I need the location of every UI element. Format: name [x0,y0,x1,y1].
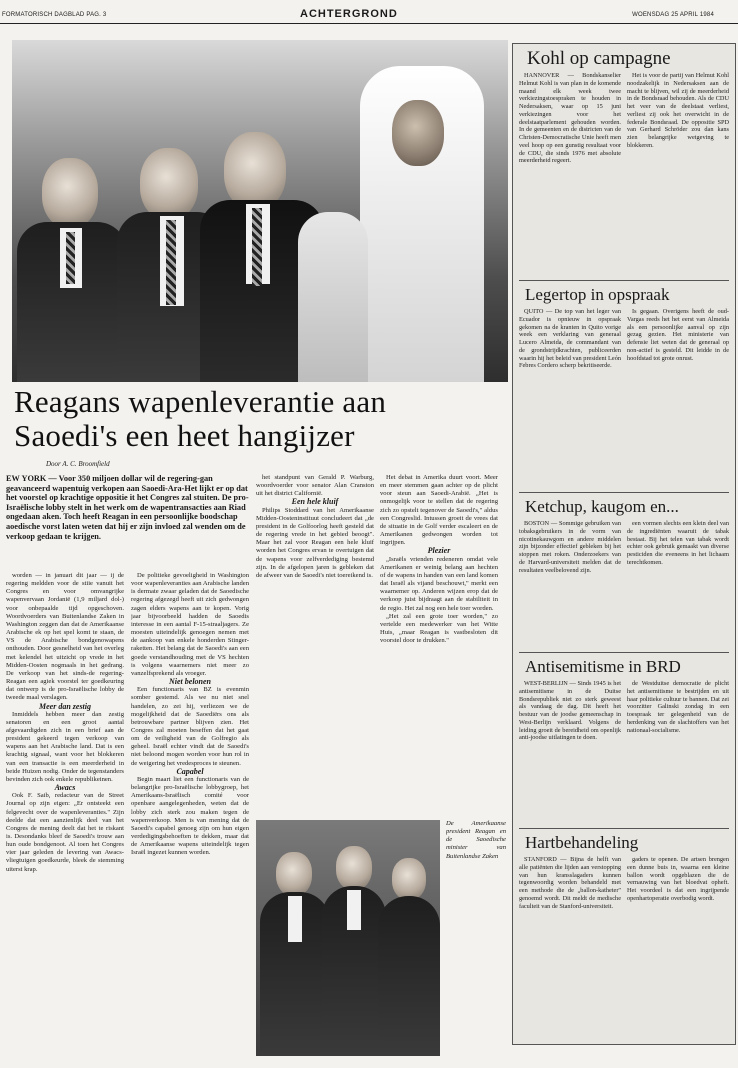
paragraph: worden — in januari dit jaar — ij de regering meldden voor de stiie vanuit het Congres en voor omvangrijke wapenvervaan Jordanië (1,9 miljard dol-) voor onbepaalde tijd opgeschoven. Woordvoerders van Buitenlandse Zaken in Washington zeggen dan dat de Amerikaanse Arabische ek op het spel komt te staan, de VS de Arabische bondgenowapens onthouden. Door gesnelheid van het overleg met kelendel het uitzicht op vrede in het Midden-Oosten nogmaals in het gedrang. De verkoop van het sinds-de regering-Reagan een agiek voorstel ter goedkeuring dat ontwerp is de pro-Israëlische lobby de tweede maal verslagen. [6,572,124,702]
subheading: Niet belonen [169,677,211,687]
brief-title-hartbehandeling: Hartbehandeling [525,833,639,852]
brief-body-kohl-2 [627,72,729,276]
main-photo [12,40,508,382]
paragraph: Het is voor de partij van Helmut Kohl noodzakelijk in Nedersaksen aan de macht te blijven, wil zij de meerderheid in de Bondsraad behouden. Als de CDU het veer van de deelstaat verliest, verliest zij ook het overwicht in de federale Bondsraad. De oppositie SPD van Gerhard Schröder zou dan kans zien belangrijke wetgeving te blokkeren. [627,72,729,149]
brief-title-antisemitisme: Antisemitisme in BRD [525,657,681,676]
brief-body-legertop-2 [627,308,729,488]
paragraph: STANFORD — Bijna de helft van alle patiënten die lijden aan verstopping van hun kransslagaders kunnen tegenwoordig worden behandeld met een methode die de „ballon-katheter" genoemd wordt. Dit meldt de medische faculteit van de Stanford-universiteit. [519,856,621,910]
brief-title-kohl: Kohl op campagne [527,48,671,69]
paragraph: Begin maart liet een functionaris van de belangrijke pro-Israëlische lobbygroep, het Amerikaans-Israëlisch comité voor openbare aangelegenheden, weten dat de lobby zich sterk zou maken tegen de wapenverkoop. Men is van mening dat de Saoedi's capabel genoeg zijn om hun eigen verdedigingsbehoeften te dekken, maar dat de Amerikaanse wapens uiteindelijk tegen Israël ingezet kunnen worden. [131,775,249,857]
brief-body-kohl-1 [519,72,621,276]
sidebar-divider [519,492,729,493]
photo-figure-head [392,100,444,166]
sidebar-divider [519,652,729,653]
paragraph: Ook F. Saib, redacteur van de Street Journal op zijn eigen: „Er ontsteekt een felgevecht over de wapenleveranties." Zijn deelde dat een aanzienlijk deel van het Congres de mening deelt dat het te riskant is. Desondanks bleef de Saoedi's trouw aan hun oude bondgenoot. Al toen het Congres vier jaar geleden de levering van Awacs-vliegtuigen goedkeurde, bleek de stemming uiterst krap. [6,792,124,873]
paragraph: Is gegaan. Overigens heeft de oud-Vargas reeds het het eerst van Almeida als een persoonlijke aanval op zijn gezag gezien. Het ministerie van defensie liet weten dat de generaal op non-actief is gesteld. Dit leidde in de hoofdstad tot grote onrust. [627,308,729,362]
section-title: ACHTERGROND [300,8,398,20]
article-column-2 [131,572,249,1050]
article-headline [14,385,506,453]
sidebar-divider [519,828,729,829]
article-column-4 [380,474,498,814]
subheading: Meer dan zestig [39,701,91,711]
brief-body-hartbehandeling-2 [627,856,729,1036]
issue-date: WOENSDAG 25 APRIL 1984 [632,12,714,18]
brief-title-ketchup: Ketchup, kaugom en... [525,497,679,516]
running-head-left: FORMATORISCH DAGBLAD PAG. 3 [2,12,107,18]
article-column-1 [6,572,124,1050]
headline-line-1: Reagans wapenleverantie aan [14,384,387,419]
paragraph: BOSTON — Sommige gebruiken van tobaksgebruikers in de vorm van nicotinekauwgom en andere middelen zijn bijzonder effectief gebleken bij het stoppen met roken. Onderzoekers van de Harvard-universiteit melden dat de resultaten veelbelovend zijn. [519,520,621,574]
sidebar-divider [519,280,729,281]
article-column-3 [256,474,374,814]
subheading: Capabel [176,766,204,776]
paragraph: „Israëls vrienden redeneren omdat vele Amerikanen er weinig belang aan hechten of de wapens in handen van een land komen dat Israël als vijand beschouwt," merkt een waarnemer op. Anderen wijzen erop dat de verkoop juist bijdraagt aan de stabiliteit in de regio. Het zal nog een hele toer worden. [380,555,498,612]
byline: Door A. C. Broomfield [46,460,110,468]
paragraph: HANNOVER — Bondskanselier Helmut Kohl is van plan in de komende maand elk week twee verkiezingstoespraken te houden in Nedersaksen, waar op 15 juni verkiezingen voor het deelstaatparlement gehouden worden. In de gemeenten en de districten van de Christen-Democratische Unie heeft men veel hoop op een gunstig resultaat voor de CDU, die sinds 1976 met absolute meerderheid regeert. [519,72,621,165]
headline-line-2: Saoedi's een heet hangijzer [14,418,355,453]
article-lead: EW YORK — Voor 350 miljoen dollar wil de regering-gan geavanceerd wapentuig verkopen aan Saoedi-Ara-Het lijkt er op dat het voorstel op krachtige oppositie it het Congres zal stuiten. De pro-Israëlische lobby stelt in het werk om de wapentransacties aan Riad ongedaan aken. Toch heeft Reagan in een persoonlijke boodschap aoedische vorst laten weten dat hij er zijn invloed zal wenden om de verkoop gedaan te krijgen. [6,474,249,541]
paragraph: Een functionaris van BZ is evenmin somber gestemd. Als we nu niet snel handelen, zo zei hij, verliezen we de mogelijkheid dat de Saoediërs ons als betrouwbare partner blijven zien. Het Congres zal moeten beseffen dat het gaat om de veiligheid van de Golfregio als geheel. Israël echter vindt dat de Saoedi's niet beloond mogen worden voor hun rol in de weigering het vredesproces te steunen. [131,686,249,767]
subheading: Een hele kluif [291,497,339,507]
brief-body-ketchup-2 [627,520,729,648]
brief-body-antisemitisme-1 [519,680,621,824]
photo-figure-robe [298,212,368,382]
brief-body-hartbehandeling-1 [519,856,621,1036]
paragraph: Philips Stoddard van het Amerikaanse Midden-Oosteninstituut concludeert dat „de president in de Golfoorlog heeft gesteld dat de regering vrede in het gebied beoogt". Maar het zal voor Reagan een hele kluif worden het Congres ervan te overtuigen dat de wapens voor zelfverdediging bestemd zijn. In de afgelopen jaren is gebleken dat de afweer van de Saoedi's niet toereikend is. [256,506,374,579]
paragraph: Inmiddels hebben meer dan zestig senatoren en een groot aantal afgevaardigden zich in een brief aan de president gekeerd tegen verkoop van wapens aan het Arabische land. Dat is een krachtig signaal, want voor het blokkeren van een transactie is een meerderheid in beide Huizen nodig. Onder de tegenstanders bevinden zich ook enkele republikeinen. [6,710,124,783]
brief-title-legertop: Legertop in opspraak [525,285,670,304]
subheading: Awacs [54,783,76,793]
brief-body-legertop-1 [519,308,621,488]
paragraph: het standpunt van Gerald P. Warburg, woordvoerder voor senator Alan Cranston uit het district Californië. [256,474,374,498]
photo-figure-head [42,158,98,228]
subheading: Plezier [427,546,451,556]
photo-figure-head [140,148,198,220]
photo-caption [446,820,506,1056]
paragraph: de Westduitse democratie de plicht het antisemitisme te bestrijden en uit haar politieke cultuur te bannen. Dat zei voorzitter Galinski zondag in een toespraak ter gelegenheid van de herdenking van de slachtoffers van het nationaal-socialisme. [627,680,729,734]
paragraph: Het debat in Amerika duurt voort. Meer en meer stemmen gaan achter op de plicht voor steun aan Saoedi-Arabië. „Het is onmogelijk voor te stellen dat de regering zich zo opstelt tegenover de Saoedi's," aldus een Congreslid. Intussen groeit de vrees dat de situatie in de Golf verder escaleert en de Amerikanen gedwongen worden tot ingrijpen. [380,474,498,547]
paragraph: gaders te openen. De artsen brengen een dunne buis in, waarna een kleine ballon wordt opgeblazen die de vernauwing van het bloedvat opheft. Het voordeel is dat een ingrijpende openhartoperatie overbodig wordt. [627,856,729,902]
paragraph: De politieke gevoeligheid in Washington voor wapenleveranties aan Arabische landen is dermate zwaar geladen dat de Saoedische regering afgezegd heeft uit zich gedwongen zagen elders wapens aan te kopen. Vorig jaar bijvoorbeeld hadden de Saoedis interesse in een aantal F-15-straaljagers. Ze moesten uiteindelijk genoegen nemen met de aankoop van enkele honderden Stinger-raketten. Het belang dat de Saoedi's aan een goede verstandhouding met de VS hechten is volgens waarnemers niet meer zo vanzelfsprekend als vroeger. [131,572,249,677]
top-rule [0,23,738,24]
brief-body-antisemitisme-2 [627,680,729,824]
paragraph: WEST-BERLIJN — Sinds 1945 is het antisemitisme in de Duitse Bondsrepubliek niet zo sterk geweest als vandaag de dag. Dit heeft het bestuur van de joodse gemeenschap in West-Berlijn verklaard. Volgens de leiding groeit de bereidheid om openlijk anti-joodse uitlatingen te doen. [519,680,621,742]
second-photo [256,820,440,1056]
brief-body-ketchup-1 [519,520,621,648]
caption-text: De Amerikaanse president Reagan en de Saoedische minister van Buitenlandse Zaken [446,820,506,860]
paragraph: QUITO — De top van het leger van Ecuador is opnieuw in opspraak gekomen na de kranten in Quito vorige week een verklaring van generaal Lucero Almeida, de commandant van de grondstrijdkrachten, publiceerden waarin hij het beleid van president León Febres Cordero scherp bekritiseerde. [519,308,621,370]
paragraph: „Het zal een grote toer worden," zo vertelde een medewerker van het Witte Huis, „maar Reagan is vastbesloten dit voorstel door te drukken." [380,612,498,645]
paragraph: een vormen slechts een klein deel van de ingrediënten waaruit de tabak bestaat. Bij het telen van tabak wordt echter ook gebruik gemaakt van diverse pesticiden die eveneens in het lichaam terechtkomen. [627,520,729,566]
photo-figure-head [224,132,286,210]
running-head [0,6,738,22]
news-briefs-sidebar [512,43,736,1045]
